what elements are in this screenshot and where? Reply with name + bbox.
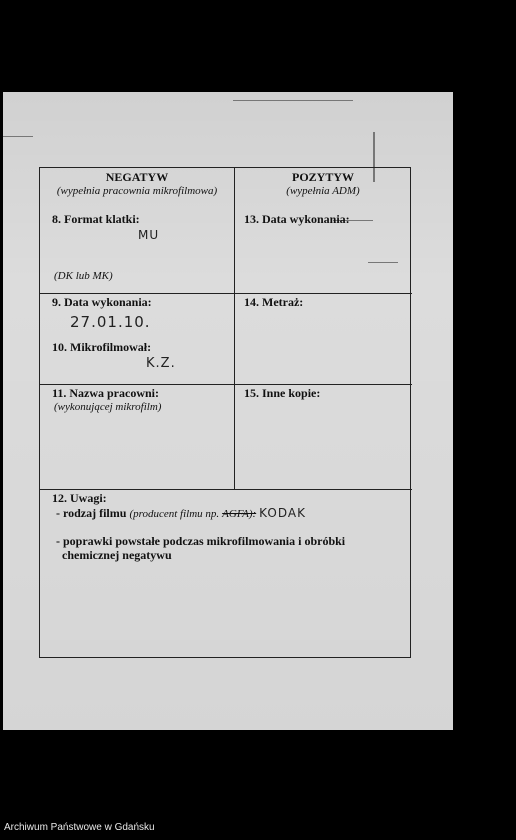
pozytyw-header xyxy=(235,170,411,197)
field-14-label: 14. Metraż: xyxy=(244,295,304,309)
field-11-hint: (wykonującej mikrofilm) xyxy=(54,401,162,413)
pozytyw-title: POZYTYW xyxy=(291,170,354,184)
field-15-label: 15. Inne kopie: xyxy=(244,386,321,400)
field-10-label: 10. Mikrofilmował: xyxy=(52,340,152,354)
corrections-line-2: chemicznej negatywu xyxy=(62,548,172,562)
scan-artifact xyxy=(233,100,353,101)
negatyw-subtitle: (wypełnia pracownia mikrofilmowa) xyxy=(56,185,218,197)
field-8-label: 8. Format klatki: xyxy=(52,212,140,226)
microfilm-record-form xyxy=(39,167,411,658)
column-divider xyxy=(234,168,235,489)
field-9-label: 9. Data wykonania: xyxy=(52,295,152,309)
field-8-hint: (DK lub MK) xyxy=(54,270,113,282)
field-13-label: 13. Data wykonania: xyxy=(244,212,350,226)
negatyw-header xyxy=(40,170,234,197)
row-divider xyxy=(40,293,412,294)
negatyw-title: NEGATYW xyxy=(105,170,169,184)
row-divider xyxy=(40,384,412,385)
archive-footer: Archiwum Państwowe w Gdańsku xyxy=(4,822,155,833)
film-value: KODAK xyxy=(259,506,306,520)
field-12-film-line xyxy=(56,506,406,521)
pozytyw-subtitle: (wypełnia ADM) xyxy=(286,185,360,197)
scan-artifact xyxy=(3,136,33,137)
corrections-line-1: - poprawki powstałe podczas mikrofilmowania i obróbki xyxy=(56,534,346,548)
field-12-label: 12. Uwagi: xyxy=(52,491,107,505)
film-example: AGFA): xyxy=(222,508,257,520)
field-9-value: 27.01.10. xyxy=(70,313,151,331)
film-hint: (producent filmu np. xyxy=(129,508,220,520)
field-10-value: K.Z. xyxy=(146,356,176,371)
field-8-value: MU xyxy=(138,228,160,242)
row-divider xyxy=(40,489,412,490)
field-11-label: 11. Nazwa pracowni: xyxy=(52,386,159,400)
film-prefix: - rodzaj filmu xyxy=(56,506,127,520)
